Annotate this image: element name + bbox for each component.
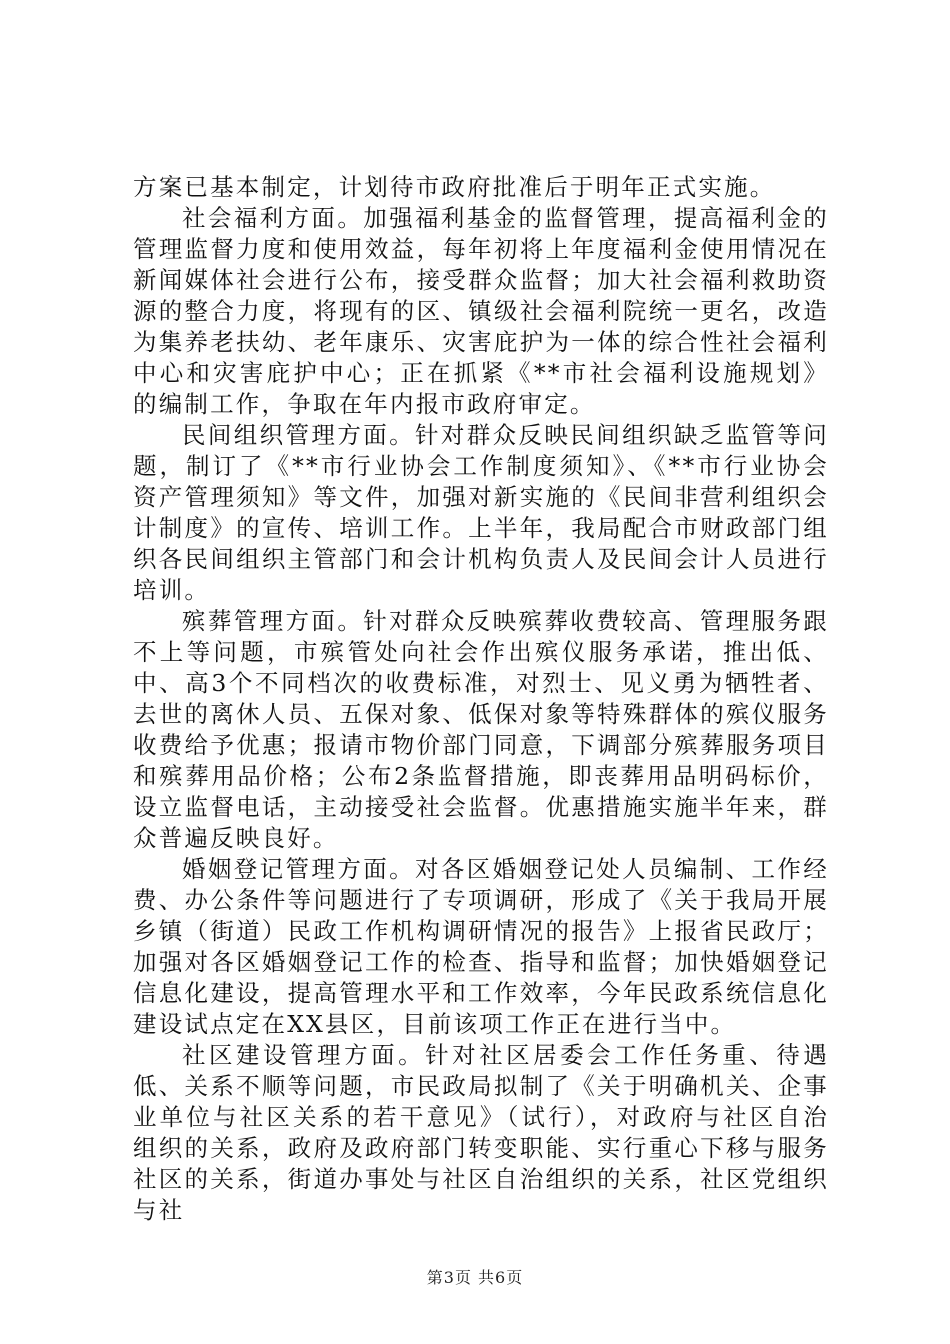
paragraph-funeral-management: 殡葬管理方面。针对群众反映殡葬收费较高、管理服务跟不上等问题，市殡管处向社会作出殡仪服务承诺，推出低、中、高3个不同档次的收费标准，对烈士、见义勇为牺牲者、去世的离休人员、五保对象、低保对象等特殊群体的殡仪服务收费给予优惠；报请市物价部门同意，下调部分殡葬服务项目和殡葬用品价格；公布2条监督措施，即丧葬用品明码标价，设立监督电话，主动接受社会监督。优惠措施实施半年来，群众普遍反映良好。	[133, 607, 829, 852]
paragraph-social-welfare: 社会福利方面。加强福利基金的监督管理，提高福利金的管理监督力度和使用效益，每年初将上年度福利金使用情况在新闻媒体社会进行公布，接受群众监督；加大社会福利救助资源的整合力度，将现有的区、镇级社会福利院统一更名，改造为集养老扶幼、老年康乐、灾害庇护为一体的综合性社会福利中心和灾害庇护中心；正在抓紧《**市社会福利设施规划》的编制工作，争取在年内报市政府审定。	[133, 204, 829, 418]
paragraph-marriage-registration: 婚姻登记管理方面。对各区婚姻登记处人员编制、工作经费、办公条件等问题进行了专项调研，形成了《关于我局开展乡镇（街道）民政工作机构调研情况的报告》上报省民政厅；加强对各区婚姻登记工作的检查、指导和监督；加快婚姻登记信息化建设，提高管理水平和工作效率，今年民政系统信息化建设试点定在XX县区，目前该项工作正在进行当中。	[133, 855, 829, 1038]
page-footer: 第3页 共6页	[426, 1268, 524, 1287]
paragraph-continuation: 方案已基本制定，计划待市政府批准后于明年正式实施。	[133, 173, 776, 201]
paragraph-civil-organization: 民间组织管理方面。针对群众反映民间组织缺乏监管等问题，制订了《**市行业协会工作制度须知》、《**市行业协会资产管理须知》等文件，加强对新实施的《民间非营利组织会计制度》的宣传、培训工作。上半年，我局配合市财政部门组织各民间组织主管部门和会计机构负责人及民间会计人员进行培训。	[133, 421, 829, 604]
document-body	[133, 172, 829, 1226]
paragraph-community-building: 社区建设管理方面。针对社区居委会工作任务重、待遇低、关系不顺等问题，市民政局拟制了《关于明确机关、企事业单位与社区关系的若干意见》（试行），对政府与社区自治组织的关系，政府及政府部门转变职能、实行重心下移与服务社区的关系，街道办事处与社区自治组织的关系，社区党组织与社	[133, 1041, 829, 1224]
